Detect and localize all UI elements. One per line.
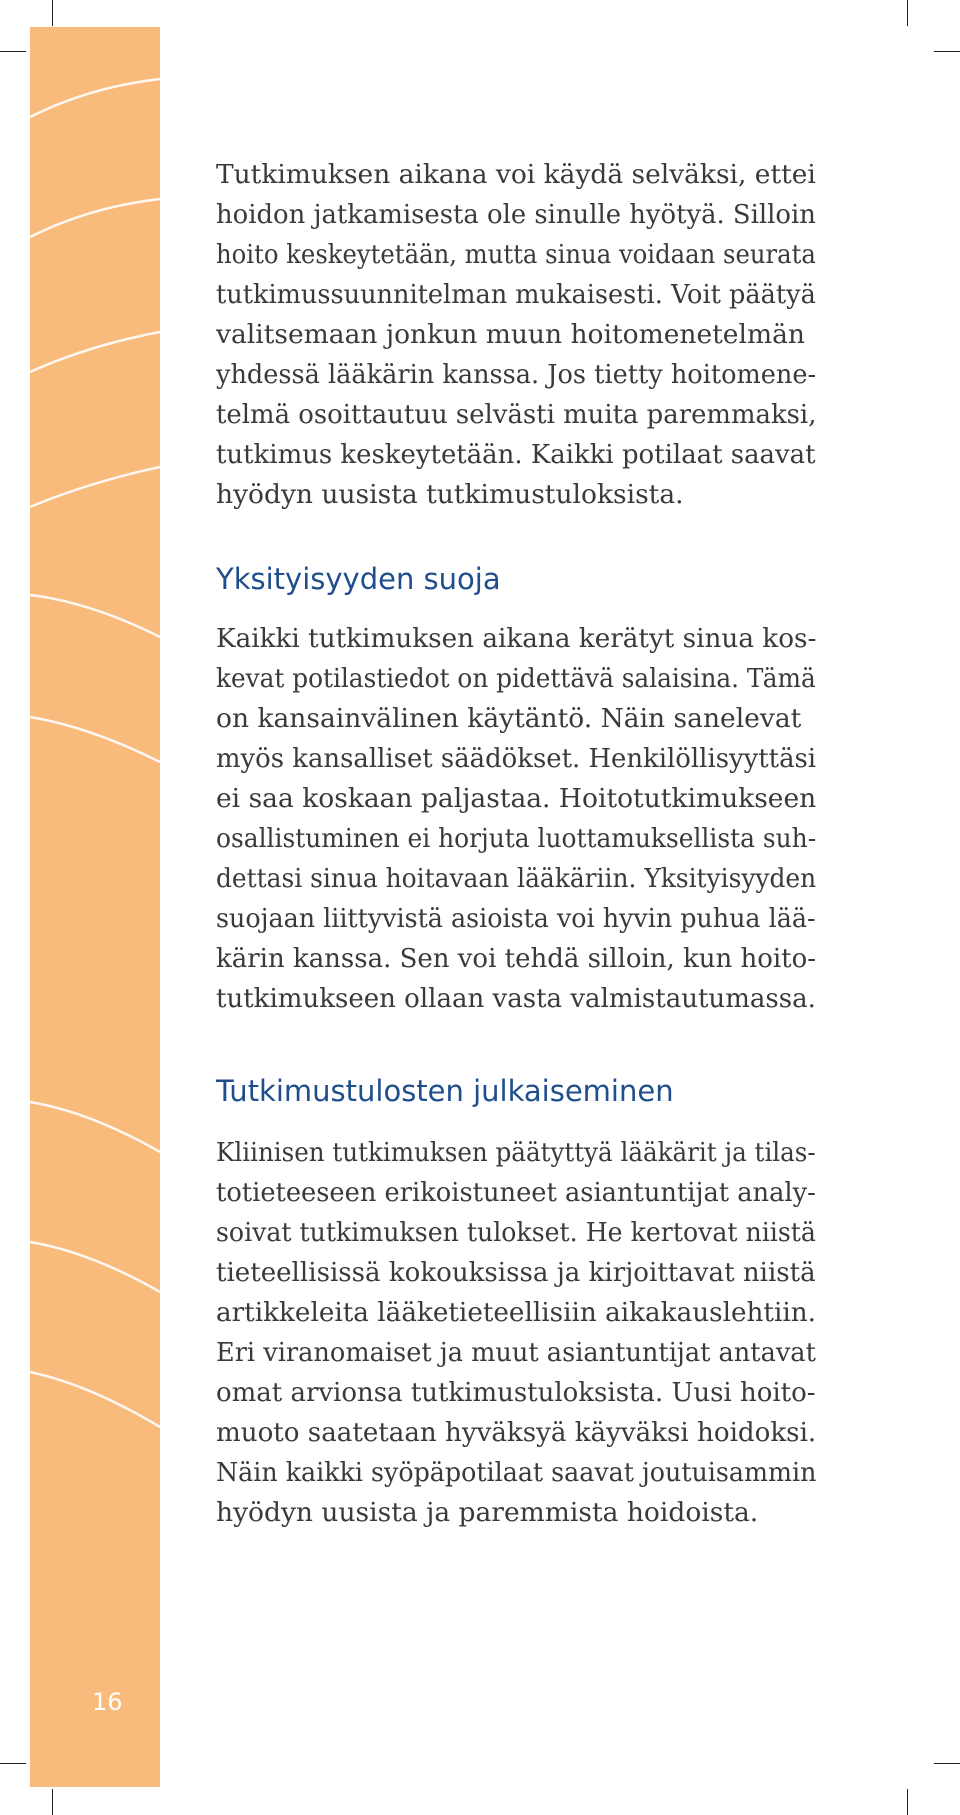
section-publication (216, 1071, 816, 1533)
text-line: on kansainvälinen käytäntö. Näin sanelevat (216, 703, 802, 734)
crop-mark-bottom-right-h (934, 1763, 960, 1764)
crop-mark-top-left-h (0, 51, 26, 52)
text-line: Eri viranomaiset ja muut asiantuntijat antavat (216, 1337, 816, 1368)
text-line: suojaan liittyvistä asioista voi hyvin puhua lää- (216, 903, 816, 934)
crop-mark-top-right-h (934, 51, 960, 52)
text-line: hyödyn uusista ja paremmista hoidoista. (216, 1497, 759, 1528)
text-line: artikkeleita lääketieteellisiin aikakauslehtiin. (216, 1297, 816, 1328)
text-line: tutkimus keskeytetään. Kaikki potilaat saavat (216, 439, 816, 470)
text-line: totieteeseen erikoistuneet asiantuntijat analy- (216, 1177, 816, 1208)
text-line: yhdessä lääkärin kanssa. Jos tietty hoitomene- (216, 359, 817, 390)
text-line: Kliinisen tutkimuksen päätyttyä lääkärit ja tilas- (216, 1137, 816, 1168)
text-line: tieteellisissä kokouksissa ja kirjoittavat niistä (216, 1257, 816, 1288)
page-number: 16 (92, 1688, 123, 1716)
paragraph-intro (216, 155, 816, 515)
text-line: valitsemaan jonkun muun hoitomenetelmän (216, 319, 805, 350)
paragraph-publication (216, 1133, 816, 1533)
text-line: kevat potilastiedot on pidettävä salaisina. Tämä (216, 663, 816, 694)
text-line: hoidon jatkamisesta ole sinulle hyötyä. Silloin (216, 199, 816, 230)
text-line: osallistuminen ei horjuta luottamuksellista suh- (216, 823, 817, 854)
text-line: hoito keskeytetään, mutta sinua voidaan seurata (216, 239, 816, 270)
section-heading-privacy: Yksityisyyden suoja (216, 562, 501, 596)
text-line: telmä osoittautuu selvästi muita paremmaksi, (216, 399, 817, 430)
text-line: ei saa koskaan paljastaa. Hoitotutkimukseen (216, 783, 817, 814)
crop-mark-top-right-v (907, 0, 908, 26)
crop-mark-top-left-v (52, 0, 53, 26)
text-line: soivat tutkimuksen tulokset. He kertovat niistä (216, 1217, 816, 1248)
text-line: myös kansalliset säädökset. Henkilöllisyyttäsi (216, 743, 817, 774)
crop-mark-bottom-right-v (907, 1789, 908, 1815)
text-line: dettasi sinua hoitavaan lääkäriin. Yksityisyyden (216, 863, 817, 894)
section-intro (216, 155, 816, 515)
text-line: kärin kanssa. Sen voi tehdä silloin, kun hoito- (216, 943, 817, 974)
crop-mark-bottom-left-h (0, 1763, 26, 1764)
text-line: Näin kaikki syöpäpotilaat saavat joutuisammin (216, 1457, 817, 1488)
side-bar-curves (30, 27, 160, 1787)
text-line: tutkimukseen ollaan vasta valmistautumassa. (216, 983, 816, 1014)
section-privacy (216, 559, 816, 1019)
text-line: Kaikki tutkimuksen aikana kerätyt sinua kos- (216, 623, 817, 654)
text-line: omat arvionsa tutkimustuloksista. Uusi hoito- (216, 1377, 816, 1408)
text-line: hyödyn uusista tutkimustuloksista. (216, 479, 684, 510)
crop-mark-bottom-left-v (52, 1789, 53, 1815)
text-line: Tutkimuksen aikana voi käydä selväksi, ettei (216, 159, 816, 190)
text-line: tutkimussuunnitelman mukaisesti. Voit päätyä (216, 279, 816, 310)
text-line: muoto saatetaan hyväksyä käyväksi hoidoksi. (216, 1417, 817, 1448)
section-heading-publication: Tutkimustulosten julkaiseminen (216, 1074, 674, 1108)
content (216, 155, 816, 1533)
paragraph-privacy (216, 619, 816, 1019)
